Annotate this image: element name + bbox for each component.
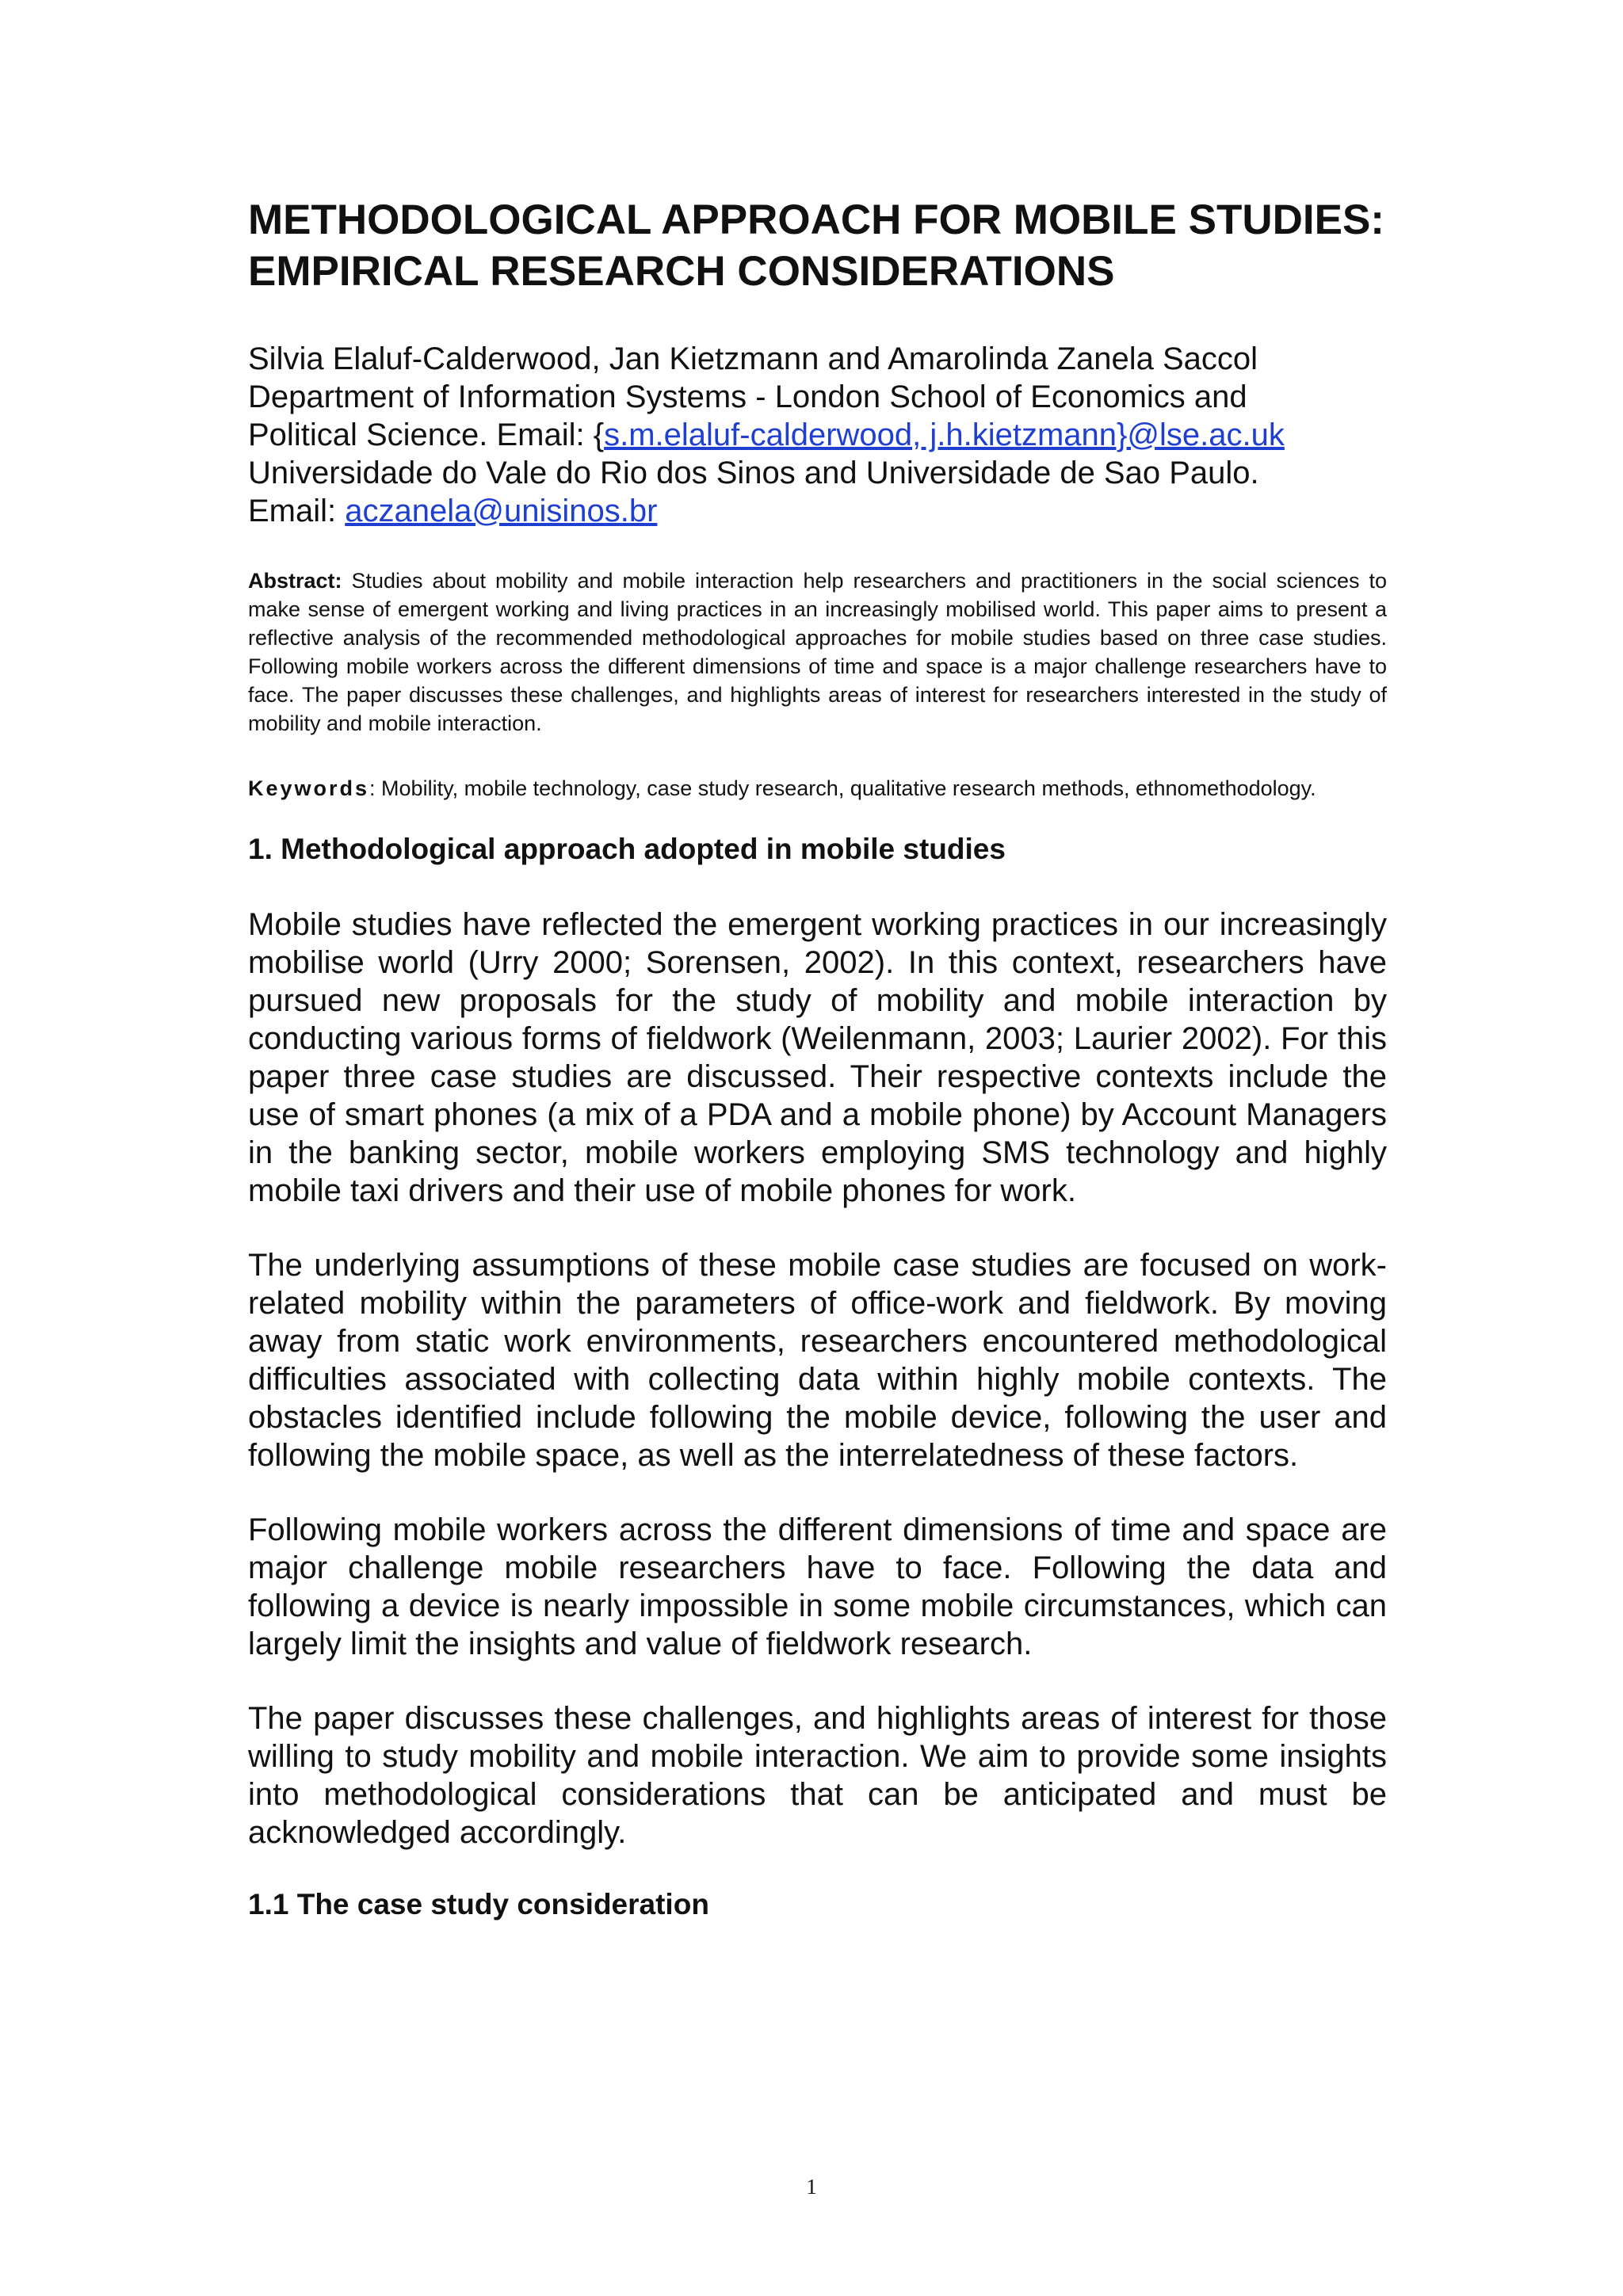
keywords-label: Keywords <box>248 776 370 800</box>
affiliation-lse-email-line <box>248 416 1387 454</box>
paper-title: METHODOLOGICAL APPROACH FOR MOBILE STUDIES: EMPIRICAL RESEARCH CONSIDERATIONS <box>248 196 1384 295</box>
paragraph-4: The paper discusses these challenges, and highlights areas of interest for those willing to study mobility and mobile interaction. We aim to provide some insights into methodological considerations that can be anticipated and must be acknowledged accordingly. <box>248 1701 1387 1850</box>
paper-page <box>248 194 1387 1923</box>
affiliation-unisinos-email-line <box>248 492 1387 530</box>
author-block <box>248 340 1387 530</box>
abstract <box>248 566 1387 738</box>
page-number: 1 <box>806 2175 817 2199</box>
email-label: Email: <box>248 494 346 528</box>
paragraph-1: Mobile studies have reflected the emergent working practices in our increasingly mobilise world (Urry 2000; Sorensen, 2002). In this context, researchers have pursued new proposals for the study of mobility and mobile interaction by conducting various forms of fieldwork (Weilenmann, 2003; Laurier 2002). For this paper three case studies are discussed. Their respective contexts include the use of smart phones (a mix of a PDA and a mobile phone) by Account Managers in the banking sector, mobile workers employing SMS technology and highly mobile taxi drivers and their use of mobile phones for work. <box>248 907 1387 1208</box>
section-1-heading: 1. Methodological approach adopted in mobile studies <box>248 833 1006 865</box>
affiliation-unisinos: Universidade do Vale do Rio dos Sinos and Universidade de Sao Paulo. <box>248 456 1259 490</box>
affiliation-lse-cont: Political Science. Email: { <box>248 418 605 452</box>
author-names: Silvia Elaluf-Calderwood, Jan Kietzmann and Amarolinda Zanela Saccol <box>248 341 1258 376</box>
keywords-text: : Mobility, mobile technology, case study research, qualitative research methods, ethnomethodology. <box>369 776 1316 800</box>
email-link-lse[interactable]: s.m.elaluf-calderwood, j.h.kietzmann}@lse.ac.uk <box>604 418 1285 452</box>
section-1-1-heading: 1.1 The case study consideration <box>248 1888 709 1920</box>
keywords <box>248 774 1387 803</box>
abstract-label: Abstract: <box>248 569 342 593</box>
abstract-text: Studies about mobility and mobile interaction help researchers and practitioners in the social sciences to make sense of emergent working and living practices in an increasingly mobilised world. This paper aims to present a reflective analysis of the recommended methodological approaches for mobile studies based on three case studies. Following mobile workers across the different dimensions of time and space is a major challenge researchers have to face. The paper discusses these challenges, and highlights areas of interest for researchers interested in the study of mobility and mobile interaction. <box>248 569 1387 735</box>
paragraph-2: The underlying assumptions of these mobile case studies are focused on work-related mobility within the parameters of office-work and fieldwork. By moving away from static work environments, researchers encountered methodological difficulties associated with collecting data within highly mobile contexts. The obstacles identified include following the mobile device, following the user and following the mobile space, as well as the interrelatedness of these factors. <box>248 1248 1387 1473</box>
affiliation-lse: Department of Information Systems - London School of Economics and <box>248 379 1247 414</box>
email-link-unisinos[interactable]: aczanela@unisinos.br <box>345 494 658 528</box>
paragraph-3: Following mobile workers across the different dimensions of time and space are major challenge mobile researchers have to face. Following the data and following a device is nearly impossible in some mobile circumstances, which can largely limit the insights and value of fieldwork research. <box>248 1512 1387 1661</box>
